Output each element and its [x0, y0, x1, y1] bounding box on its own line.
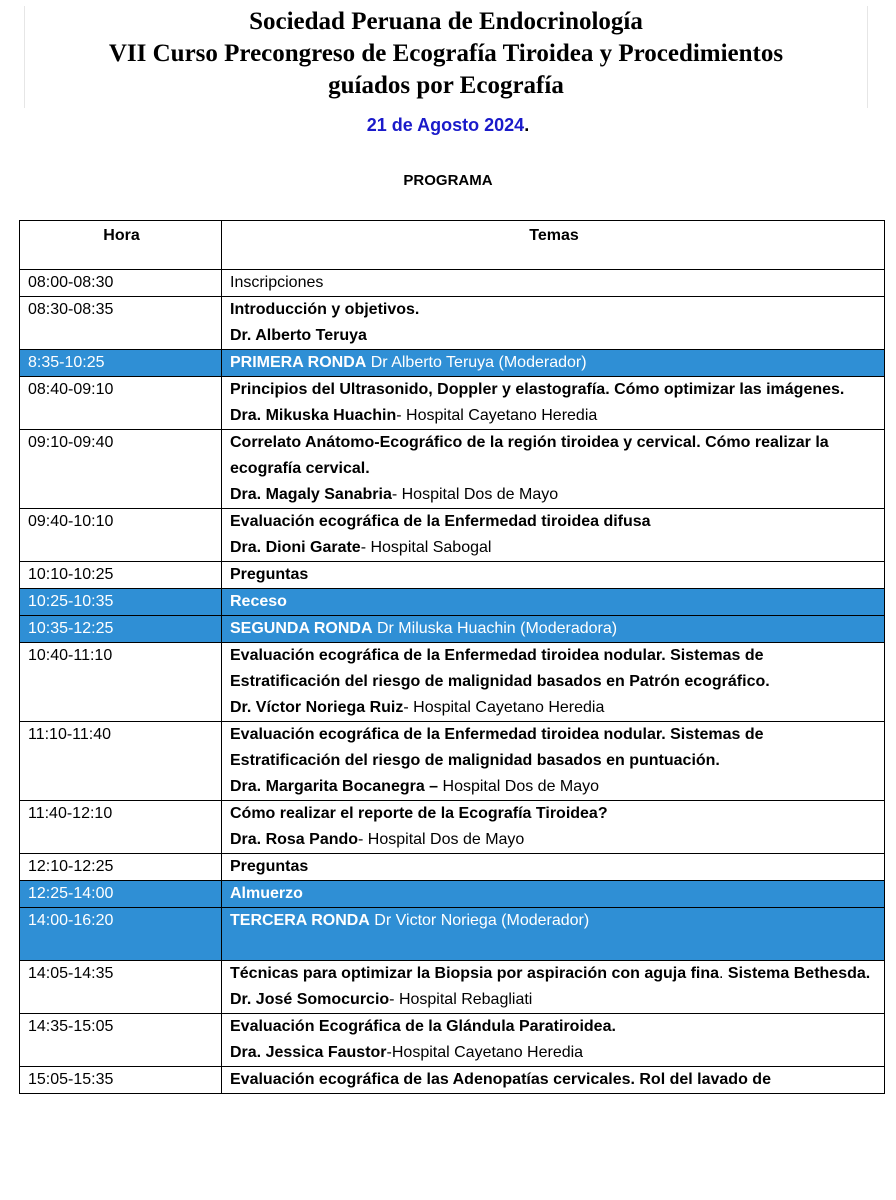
event-date — [0, 114, 896, 136]
topic-cell — [222, 377, 885, 430]
time-cell: 08:40-09:10 — [20, 377, 222, 430]
header-block — [24, 6, 868, 108]
moderator-text: Dr Victor Noriega (Moderador) — [369, 912, 590, 929]
session-title: PRIMERA RONDA — [230, 354, 367, 371]
time-cell: 10:35-12:25 — [20, 616, 222, 643]
topic-title: Evaluación ecográfica de la Enfermedad tiroidea difusa — [230, 513, 651, 530]
time-cell: 12:10-12:25 — [20, 854, 222, 881]
speaker-line — [230, 403, 878, 429]
time-cell: 10:10-10:25 — [20, 562, 222, 589]
topic-title: Técnicas para optimizar la Biopsia por aspiración con aguja fina — [230, 965, 720, 982]
topic-cell — [222, 961, 885, 1014]
session-row — [20, 881, 885, 908]
table-row — [20, 377, 885, 430]
topic-title: Correlato Anátomo-Ecográfico de la región tiroidea y cervical. Cómo realizar la ecografía cervical. — [230, 434, 829, 477]
time-cell: 09:40-10:10 — [20, 509, 222, 562]
speaker-line — [230, 987, 878, 1013]
topic-line — [230, 1014, 878, 1040]
time-cell: 11:10-11:40 — [20, 722, 222, 801]
topic-text: Inscripciones — [230, 274, 324, 291]
topic-cell — [222, 854, 885, 881]
speaker-name: Dr. Víctor Noriega Ruiz — [230, 699, 404, 716]
topic-line — [230, 562, 878, 588]
topic-cell — [222, 270, 885, 297]
speaker-affiliation: - Hospital Rebagliati — [389, 991, 533, 1008]
speaker-name: Dra. Rosa Pando — [230, 831, 359, 848]
course-title-line2: guíados por Ecografía — [328, 72, 564, 99]
time-cell: 8:35-10:25 — [20, 350, 222, 377]
topic-cell — [222, 801, 885, 854]
header-hora: Hora — [20, 221, 222, 270]
session-row — [20, 589, 885, 616]
topic-cell — [222, 616, 885, 643]
topic-title: Evaluación ecográfica de la Enfermedad tiroidea nodular. Sistemas de Estratificación del riesgo de malignidad basados en puntuación. — [230, 726, 764, 769]
topic-cell — [222, 881, 885, 908]
header-temas: Temas — [222, 221, 885, 270]
topic-cell — [222, 350, 885, 377]
topic-line — [230, 961, 878, 987]
speaker-affiliation: Hospital Dos de Mayo — [438, 778, 600, 795]
speaker-affiliation: - Hospital Cayetano Heredia — [396, 407, 598, 424]
table-header-row — [20, 221, 885, 270]
topic-line — [230, 722, 878, 774]
table-row — [20, 722, 885, 801]
time-cell: 08:00-08:30 — [20, 270, 222, 297]
time-cell: 14:05-14:35 — [20, 961, 222, 1014]
topic-cell — [222, 1014, 885, 1067]
topic-title: Evaluación ecográfica de las Adenopatías cervicales. Rol del lavado de — [230, 1071, 771, 1088]
speaker-line — [230, 827, 878, 853]
moderator-text: Dr Alberto Teruya (Moderador) — [366, 354, 587, 371]
topic-title: Introducción y objetivos. — [230, 301, 420, 318]
topic-line — [230, 643, 878, 695]
speaker-affiliation: -Hospital Cayetano Heredia — [386, 1044, 584, 1061]
topic-line — [230, 801, 878, 827]
topic-cell — [222, 562, 885, 589]
speaker-affiliation: - Hospital Dos de Mayo — [358, 831, 525, 848]
topic-cell — [222, 430, 885, 509]
topic-line — [230, 1067, 878, 1093]
speaker-name: Dra. Magaly Sanabria — [230, 486, 392, 503]
speaker-line — [230, 482, 878, 508]
moderator-text: Dr Miluska Huachin (Moderadora) — [372, 620, 618, 637]
topic-line — [230, 509, 878, 535]
time-cell: 08:30-08:35 — [20, 297, 222, 350]
topic-line — [230, 297, 878, 323]
topic-line — [230, 854, 878, 880]
speaker-name: Dra. Margarita Bocanegra – — [230, 778, 439, 795]
table-row — [20, 801, 885, 854]
time-cell: 14:00-16:20 — [20, 908, 222, 961]
topic-title: Preguntas — [230, 858, 309, 875]
speaker-affiliation: - Hospital Sabogal — [360, 539, 492, 556]
time-cell: 11:40-12:10 — [20, 801, 222, 854]
topic-cell — [222, 722, 885, 801]
topic-title: Principios del Ultrasonido, Doppler y elastografía. Cómo optimizar las imágenes. — [230, 381, 845, 398]
society-title: Sociedad Peruana de Endocrinología — [249, 8, 643, 35]
topic-cell — [222, 643, 885, 722]
speaker-line — [230, 774, 878, 800]
programa-heading: PROGRAMA — [403, 172, 493, 189]
speaker-affiliation: - Hospital Dos de Mayo — [391, 486, 559, 503]
session-title: Receso — [230, 593, 287, 610]
time-cell: 10:40-11:10 — [20, 643, 222, 722]
time-cell: 10:25-10:35 — [20, 589, 222, 616]
topic-cell — [222, 908, 885, 961]
time-cell: 14:35-15:05 — [20, 1014, 222, 1067]
speaker-name: Dra. Mikuska Huachin — [230, 407, 397, 424]
speaker-affiliation: - Hospital Cayetano Heredia — [403, 699, 605, 716]
session-title: TERCERA RONDA — [230, 912, 370, 929]
session-row — [20, 616, 885, 643]
date-text: 21 de Agosto 2024 — [366, 115, 525, 135]
session-title: SEGUNDA RONDA — [230, 620, 373, 637]
speaker-name: Dr. Alberto Teruya — [230, 327, 367, 344]
table-row — [20, 1014, 885, 1067]
session-row — [20, 350, 885, 377]
table-row — [20, 430, 885, 509]
speaker-line — [230, 323, 878, 349]
program-table — [19, 220, 885, 1094]
table-row — [20, 1067, 885, 1094]
table-row — [20, 270, 885, 297]
session-row — [20, 908, 885, 961]
topic-line — [230, 430, 878, 482]
time-cell: 12:25-14:00 — [20, 881, 222, 908]
table-row — [20, 961, 885, 1014]
table-row — [20, 509, 885, 562]
speaker-name: Dr. José Somocurcio — [230, 991, 390, 1008]
topic-title-cont: Sistema Bethesda. — [727, 965, 871, 982]
speaker-line — [230, 1040, 878, 1066]
topic-cell — [222, 297, 885, 350]
topic-title: Preguntas — [230, 566, 309, 583]
topic-cell — [222, 509, 885, 562]
date-period: . — [524, 115, 530, 135]
time-cell: 09:10-09:40 — [20, 430, 222, 509]
table-row — [20, 562, 885, 589]
table-row — [20, 643, 885, 722]
speaker-name: Dra. Dioni Garate — [230, 539, 361, 556]
topic-line — [230, 377, 878, 403]
table-row — [20, 297, 885, 350]
session-title: Almuerzo — [230, 885, 303, 902]
speaker-line — [230, 535, 878, 561]
topic-title: Evaluación Ecográfica de la Glándula Paratiroidea. — [230, 1018, 616, 1035]
speaker-name: Dra. Jessica Faustor — [230, 1044, 387, 1061]
table-row — [20, 854, 885, 881]
topic-title: Evaluación ecográfica de la Enfermedad tiroidea nodular. Sistemas de Estratificación del riesgo de malignidad basados en Patrón ecográfico. — [230, 647, 770, 690]
topic-title: Cómo realizar el reporte de la Ecografía Tiroidea? — [230, 805, 608, 822]
course-title-line1: VII Curso Precongreso de Ecografía Tiroidea y Procedimientos — [108, 40, 784, 67]
topic-separator: . — [719, 965, 728, 982]
topic-cell — [222, 1067, 885, 1094]
time-cell: 15:05-15:35 — [20, 1067, 222, 1094]
speaker-line — [230, 695, 878, 721]
topic-cell — [222, 589, 885, 616]
